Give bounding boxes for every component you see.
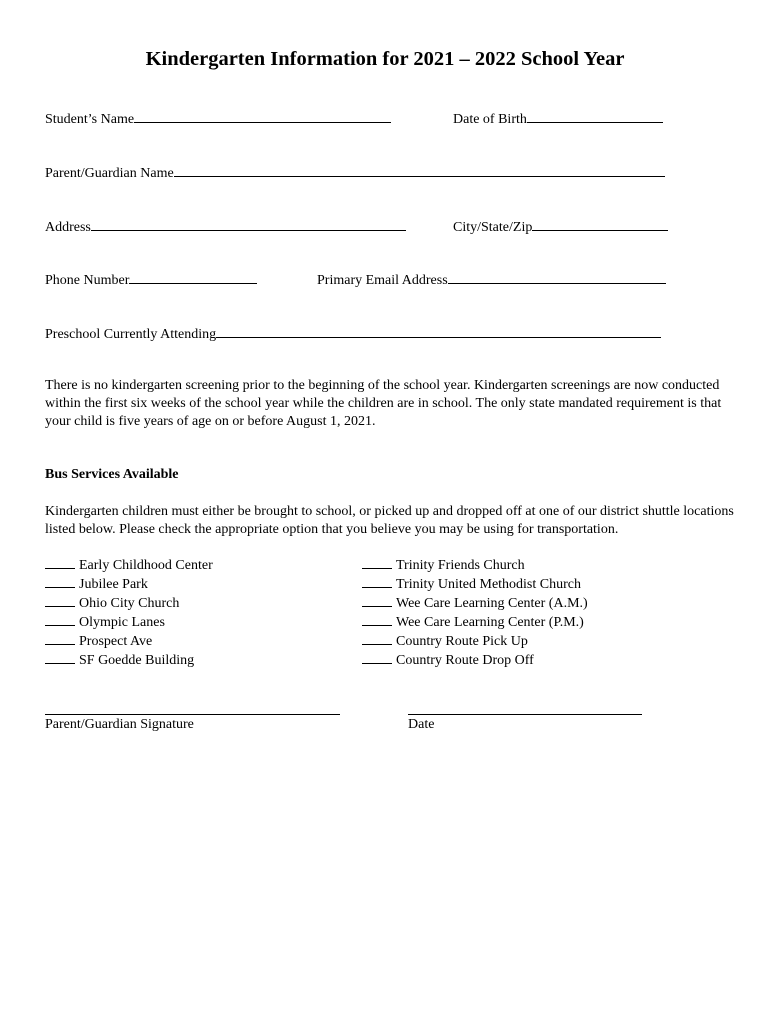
- address-field[interactable]: [45, 218, 406, 236]
- bus-option[interactable]: [362, 594, 588, 613]
- primary-email-field[interactable]: [317, 271, 666, 289]
- student-name-field[interactable]: [45, 110, 391, 128]
- bus-option[interactable]: [362, 575, 588, 594]
- checkbox-blank[interactable]: [45, 613, 75, 626]
- phone-number-field[interactable]: [45, 271, 257, 289]
- date-line[interactable]: [408, 714, 642, 715]
- preschool-label: Preschool Currently Attending: [45, 327, 217, 342]
- preschool-field[interactable]: [45, 325, 661, 343]
- bus-option[interactable]: [362, 632, 588, 651]
- preschool-blank[interactable]: [216, 325, 661, 338]
- checkbox-blank[interactable]: [362, 632, 392, 645]
- city-state-zip-blank[interactable]: [532, 218, 668, 231]
- date-of-birth-field[interactable]: [453, 110, 663, 128]
- student-name-label: Student’s Name: [45, 112, 135, 127]
- checkbox-blank[interactable]: [45, 594, 75, 607]
- bus-options-left: [45, 556, 213, 670]
- bus-option[interactable]: [362, 651, 588, 670]
- bus-option[interactable]: [45, 556, 213, 575]
- bus-options-right: [362, 556, 588, 670]
- checkbox-blank[interactable]: [362, 556, 392, 569]
- bus-option[interactable]: [45, 651, 213, 670]
- screening-paragraph: There is no kindergarten screening prior to the beginning of the school year. Kindergarten screenings are now conducted within the first six weeks of the school year while the children are in school. The only state mandated requirement is that your child is five years of age on or before August 1, 2021.: [45, 378, 722, 429]
- bus-option-label: Wee Care Learning Center (A.M.): [396, 596, 588, 611]
- bus-option[interactable]: [362, 556, 588, 575]
- bus-option[interactable]: [45, 594, 213, 613]
- bus-option[interactable]: [45, 575, 213, 594]
- bus-services-paragraph: Kindergarten children must either be brought to school, or picked up and dropped off at one of our district shuttle locations listed below. Please check the appropriate option that you believe you may be using for transportation.: [45, 504, 734, 537]
- date-of-birth-blank[interactable]: [527, 110, 663, 123]
- checkbox-blank[interactable]: [45, 575, 75, 588]
- primary-email-blank[interactable]: [448, 271, 666, 284]
- parent-guardian-name-blank[interactable]: [174, 164, 665, 177]
- checkbox-blank[interactable]: [45, 632, 75, 645]
- bus-option-label: Olympic Lanes: [79, 615, 165, 630]
- bus-option-label: Ohio City Church: [79, 596, 180, 611]
- bus-services-heading: Bus Services Available: [45, 467, 179, 482]
- signature-line[interactable]: [45, 714, 340, 715]
- checkbox-blank[interactable]: [45, 651, 75, 664]
- city-state-zip-field[interactable]: [453, 218, 668, 236]
- address-blank[interactable]: [91, 218, 406, 231]
- primary-email-label: Primary Email Address: [317, 273, 448, 288]
- city-state-zip-label: City/State/Zip: [453, 220, 533, 235]
- bus-option[interactable]: [45, 613, 213, 632]
- checkbox-blank[interactable]: [362, 575, 392, 588]
- bus-option-label: Wee Care Learning Center (P.M.): [396, 615, 584, 630]
- bus-option-label: Early Childhood Center: [79, 558, 213, 573]
- phone-number-blank[interactable]: [129, 271, 257, 284]
- page-title: Kindergarten Information for 2021 – 2022 School Year: [145, 48, 625, 70]
- checkbox-blank[interactable]: [362, 594, 392, 607]
- checkbox-blank[interactable]: [45, 556, 75, 569]
- parent-guardian-name-label: Parent/Guardian Name: [45, 166, 174, 181]
- checkbox-blank[interactable]: [362, 613, 392, 626]
- bus-option-label: SF Goedde Building: [79, 653, 195, 668]
- date-label: Date: [408, 717, 435, 732]
- checkbox-blank[interactable]: [362, 651, 392, 664]
- address-label: Address: [45, 220, 91, 235]
- parent-guardian-name-field[interactable]: [45, 164, 665, 182]
- bus-option[interactable]: [45, 632, 213, 651]
- student-name-blank[interactable]: [134, 110, 391, 123]
- bus-option-label: Country Route Pick Up: [396, 634, 528, 649]
- phone-number-label: Phone Number: [45, 273, 130, 288]
- signature-label: Parent/Guardian Signature: [45, 717, 194, 732]
- bus-option-label: Country Route Drop Off: [396, 653, 534, 668]
- bus-option-label: Trinity United Methodist Church: [396, 577, 581, 592]
- date-of-birth-label: Date of Birth: [453, 112, 527, 127]
- bus-option[interactable]: [362, 613, 588, 632]
- bus-option-label: Jubilee Park: [79, 577, 148, 592]
- bus-option-label: Trinity Friends Church: [396, 558, 525, 573]
- bus-option-label: Prospect Ave: [79, 634, 153, 649]
